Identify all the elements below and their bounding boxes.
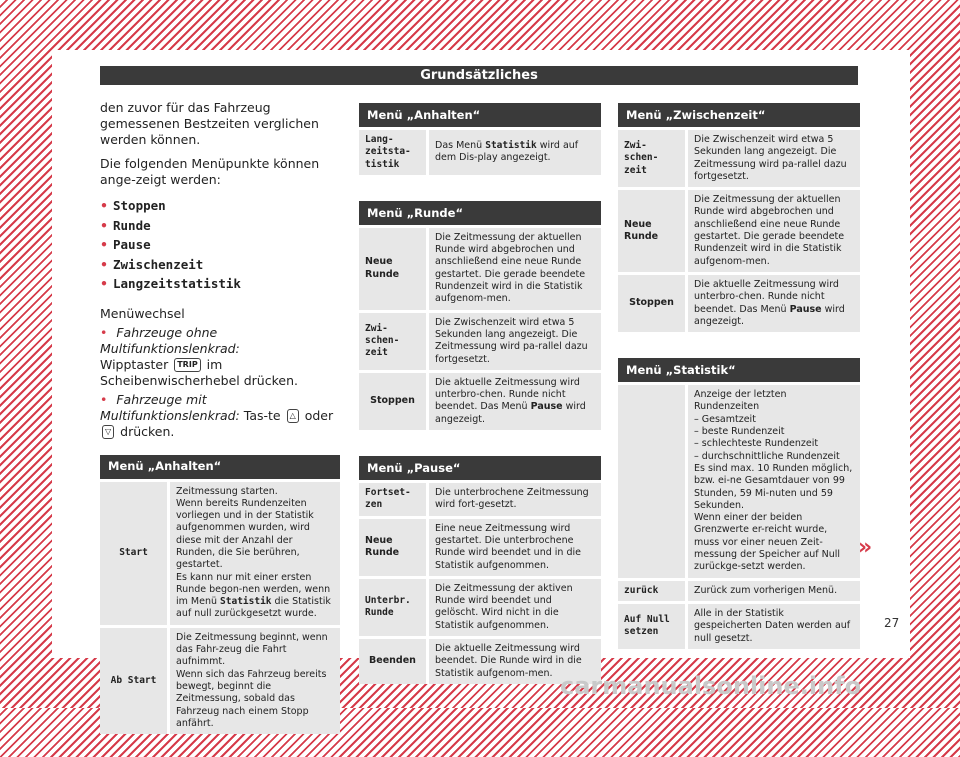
description-line: – beste Rundenzeit xyxy=(694,426,785,438)
table-title: Menü „Anhalten“ xyxy=(100,455,340,479)
table-title: Menü „Zwischenzeit“ xyxy=(618,103,860,127)
row-description xyxy=(170,482,340,625)
section-header: Grundsätzliches xyxy=(100,66,858,85)
instruction-text: im Scheibenwischerhebel drücken. xyxy=(100,356,298,388)
menu-reference: Pause xyxy=(530,401,563,413)
table-row xyxy=(100,628,340,734)
row-description: Die unterbrochene Zeitmessung wird fort-gesetzt. xyxy=(429,483,601,516)
description-text: Die aktuelle Zeitmessung wird unterbro-chen. Runde nicht beendet. Das Menü xyxy=(694,278,839,315)
arrow-up-key-icon: △ xyxy=(287,409,299,423)
row-description: Die Zeitmessung der aktuellen Runde wird abgebrochen und anschließend eine neue Runde gestartet. Die gerade beendete Rundenzeit wird in die Statistik aufgenom-men. xyxy=(688,190,860,272)
row-key: Unterbr. Runde xyxy=(359,579,429,636)
row-key: Stoppen xyxy=(618,275,688,332)
table-row xyxy=(359,130,601,175)
table-title: Menü „Anhalten“ xyxy=(359,103,601,127)
row-key: Beenden xyxy=(359,639,429,684)
instruction-label: Fahrzeuge mit Multifunktionslenkrad: xyxy=(100,391,240,423)
row-key: Neue Runde xyxy=(618,190,688,272)
instruction-text: drücken. xyxy=(120,423,175,439)
description-line: – Gesamtzeit xyxy=(694,413,756,425)
description-line: Die Zeitmessung beginnt, wenn das Fahr-zeug die Fahrt aufnimmt. xyxy=(176,631,328,668)
description-text: wird angezeigt. xyxy=(694,303,845,327)
table-row xyxy=(618,581,860,601)
row-key: Neue Runde xyxy=(359,519,429,576)
description-line: – schlechteste Rundenzeit xyxy=(694,438,819,450)
description-line: Es sind max. 10 Runden möglich, bzw. ei-ne Gesamtdauer von 99 Stunden, 59 Mi-nuten und 59 Sekunden. xyxy=(694,462,853,511)
instruction-text: oder xyxy=(304,407,334,423)
table-title: Menü „Runde“ xyxy=(359,201,601,225)
row-key: Stoppen xyxy=(359,373,429,430)
table-row xyxy=(359,483,601,516)
row-key: Fortset-zen xyxy=(359,483,429,516)
row-description xyxy=(688,385,860,577)
watermark: carmanualsonline.info xyxy=(560,672,862,700)
menu-item-list xyxy=(100,196,340,294)
page-number: 27 xyxy=(884,616,900,630)
row-key: Ab Start xyxy=(100,628,170,734)
list-item: • Runde xyxy=(100,216,340,236)
instruction-with-mfl xyxy=(100,392,340,440)
table-menu-pause xyxy=(359,453,601,687)
description-text: Das Menü xyxy=(435,140,483,152)
description-line: Zeitmessung starten. xyxy=(176,485,278,497)
table-row xyxy=(618,130,860,187)
row-description xyxy=(429,373,601,430)
row-key: Zwi-schen-zeit xyxy=(618,130,688,187)
table-row xyxy=(618,385,860,577)
table-row xyxy=(359,373,601,430)
table-menu-anhalten xyxy=(100,452,340,738)
instruction-no-mfl xyxy=(100,325,340,389)
menu-change-heading: Menüwechsel xyxy=(100,305,185,321)
row-key: Zwi-schen-zeit xyxy=(359,313,429,370)
column-left xyxy=(100,100,340,757)
row-description: Die aktuelle Zeitmessung wird beendet. Die Runde wird in die Statistik aufgenom-men. xyxy=(429,639,601,684)
column-middle xyxy=(359,100,601,707)
description-text: Die aktuelle Zeitmessung wird unterbro-chen. Runde nicht beendet. Das Menü xyxy=(435,376,580,413)
menu-reference: Statistik xyxy=(220,596,272,608)
description-line: die Statistik auf null zurückgesetzt wurde. xyxy=(176,596,331,620)
instruction-label: Fahrzeuge ohne Multifunktionslenkrad: xyxy=(100,324,240,356)
description-line: – durchschnittliche Rundenzeit xyxy=(694,450,840,462)
row-key: Start xyxy=(100,482,170,625)
list-item: • Zwischenzeit xyxy=(100,255,340,275)
table-row xyxy=(359,579,601,636)
column-right xyxy=(618,100,860,672)
table-menu-runde xyxy=(359,198,601,433)
intro-text xyxy=(100,100,340,440)
table-title: Menü „Pause“ xyxy=(359,456,601,480)
row-description: Die Zwischenzeit wird etwa 5 Sekunden lang angezeigt. Die Zeitmessung wird pa-rallel dazu fortgesetzt. xyxy=(429,313,601,370)
table-row xyxy=(359,519,601,576)
intro-paragraph: den zuvor für das Fahrzeug gemessenen Bestzeiten verglichen werden können. xyxy=(100,100,319,147)
table-menu-statistik xyxy=(618,355,860,652)
row-description xyxy=(688,275,860,332)
table-row xyxy=(359,228,601,310)
table-row xyxy=(100,482,340,625)
row-description: Die Zwischenzeit wird etwa 5 Sekunden lang angezeigt. Die Zeitmessung wird pa-rallel dazu fortgesetzt. xyxy=(688,130,860,187)
menu-reference: Pause xyxy=(789,303,822,315)
row-key: Auf Null setzen xyxy=(618,604,688,649)
row-description: Die Zeitmessung der aktiven Runde wird beendet und gelöscht. Wird nicht in die Statistik aufgenommen. xyxy=(429,579,601,636)
row-key: Neue Runde xyxy=(359,228,429,310)
intro-paragraph-menu-items: Die folgenden Menüpunkte können ange-zeigt werden: xyxy=(100,156,320,187)
continue-arrow-icon: » xyxy=(858,535,873,560)
description-text: wird angezeigt. xyxy=(435,401,586,425)
description-text: wird auf dem Dis-play angezeigt. xyxy=(435,140,579,164)
list-item: • Pause xyxy=(100,235,340,255)
arrow-down-key-icon: ▽ xyxy=(102,425,114,439)
table-row xyxy=(618,275,860,332)
description-line: Wenn bereits Rundenzeiten vorliegen und in der Statistik aufgenommen wurden, wird diese mit der Anzahl der Runden, die Sie berühren, gestartet. xyxy=(176,497,314,571)
list-item: • Langzeitstatistik xyxy=(100,274,340,294)
row-key xyxy=(618,385,688,577)
row-description: Alle in der Statistik gespeicherten Daten werden auf null gesetzt. xyxy=(688,604,860,649)
row-description xyxy=(429,130,601,175)
description-line: Es kann nur mit einer ersten Runde begon-nen werden, wenn im Menü xyxy=(176,571,331,608)
row-description: Die Zeitmessung der aktuellen Runde wird abgebrochen und anschließend eine neue Runde gestartet. Die gerade beendete Rundenzeit wird in die Statistik aufgenom-men. xyxy=(429,228,601,310)
instruction-text: Wipptaster xyxy=(100,356,169,372)
description-line: Wenn sich das Fahrzeug bereits bewegt, beginnt die Zeitmessung, sobald das Fahrzeug nach einem Stopp anfährt. xyxy=(176,668,327,729)
row-description: Zurück zum vorherigen Menü. xyxy=(688,581,860,601)
row-key: zurück xyxy=(618,581,688,601)
table-row xyxy=(618,190,860,272)
menu-reference: Statistik xyxy=(485,140,537,152)
description-line: Anzeige der letzten Rundenzeiten xyxy=(694,389,787,413)
description-line: Wenn einer der beiden Grenzwerte er-reicht wurde, muss vor einer neuen Zeit-messung der Speicher auf Null zurückge-setzt werden. xyxy=(694,512,841,573)
row-description xyxy=(170,628,340,734)
row-description: Eine neue Zeitmessung wird gestartet. Die unterbrochene Runde wird beendet und in die Statistik aufgenommen. xyxy=(429,519,601,576)
row-key: Lang-zeitsta-tistik xyxy=(359,130,429,175)
table-menu-zwischenzeit xyxy=(618,100,860,335)
table-menu-anhalten-2 xyxy=(359,100,601,178)
list-item: • Stoppen xyxy=(100,196,340,216)
trip-key-icon: TRIP xyxy=(174,358,200,372)
table-title: Menü „Statistik“ xyxy=(618,358,860,382)
table-row xyxy=(618,604,860,649)
instruction-text: Tas-te xyxy=(243,407,281,423)
table-row xyxy=(359,313,601,370)
